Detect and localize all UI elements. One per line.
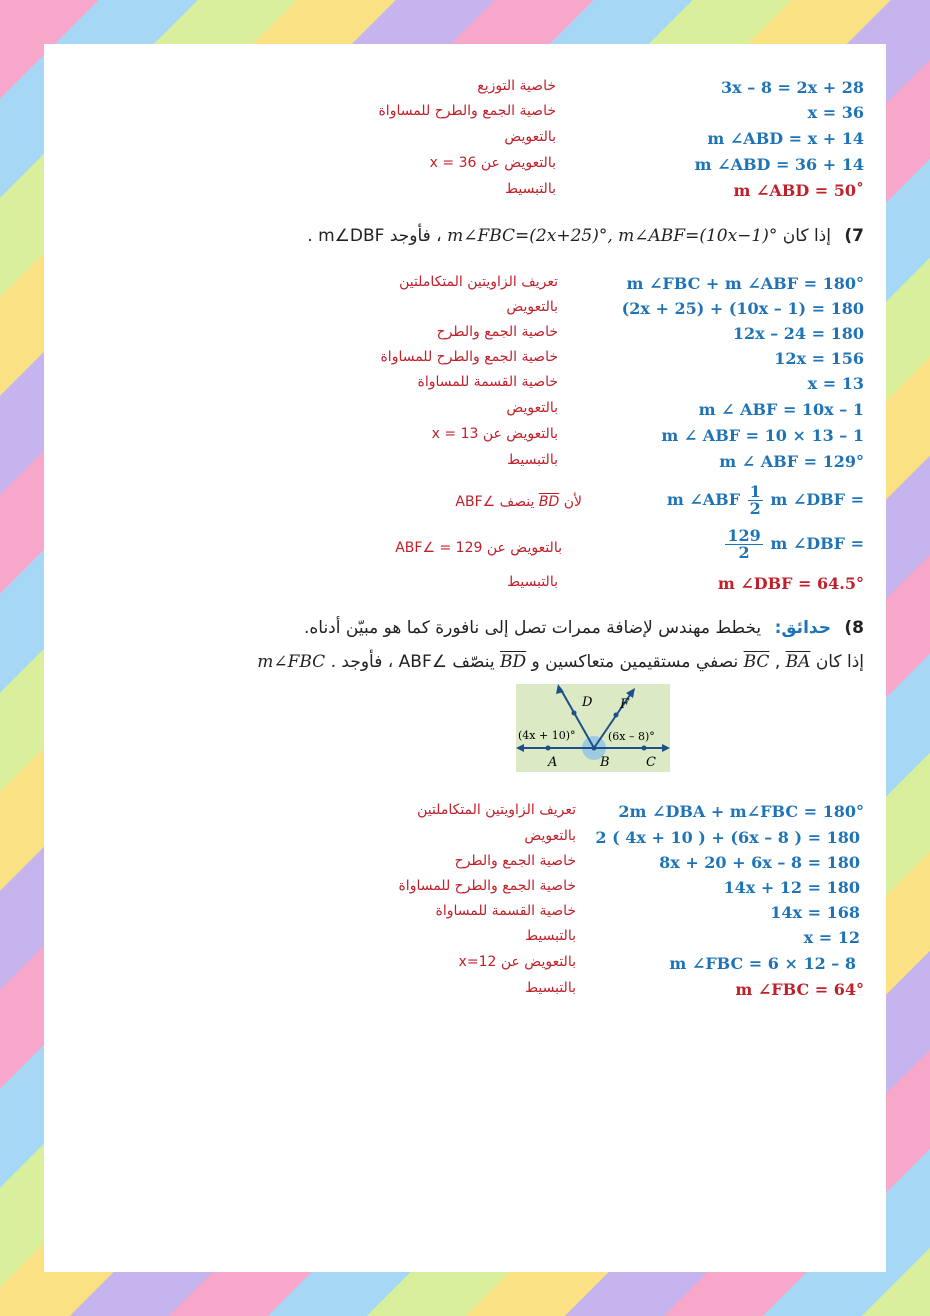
reason: خاصية الجمع والطرح للمساواة [378,103,556,119]
label-f: F [620,697,630,712]
step-row [44,324,886,348]
label-b: B [600,755,610,770]
reason: بالتعويض عن 129 = ∠ABF [395,540,562,556]
label-a: A [548,755,558,770]
ray-bd: BD [538,494,560,510]
question-8-line1 [304,618,864,638]
reason: تعريف الزاويتين المتكاملتين [399,274,558,290]
step-row [44,103,886,127]
point-a [546,746,551,751]
question-7 [307,226,864,246]
equation-result: m ∠DBF = 64.5° [717,574,864,593]
frac-num: 1 [749,482,761,501]
equation: x = 12 [803,928,860,947]
equation: m ∠ ABF = 10 × 13 – 1 [661,426,864,445]
equation: m ∠FBC = 6 × 12 – 8 [669,954,856,973]
equation: m ∠ ABF = 10x – 1 [698,400,864,419]
equation: 8x + 20 + 6x – 8 = 180 [659,853,860,872]
label-c: C [646,755,656,770]
reason: بالتبسيط [525,928,576,944]
step-row [44,274,886,298]
question-lead: إذا كان [782,226,831,246]
equation: m ∠ ABF = 129° [719,452,864,471]
q8-lead: إذا كان [815,652,864,672]
reason: بالتعويض [506,299,558,315]
point-f [614,713,619,718]
point-c [642,746,647,751]
fountain-diagram [516,684,670,772]
equation [667,484,864,517]
reason: بالتبسيط [505,181,556,197]
step-row [44,878,886,902]
step-row [44,954,886,978]
step-row [44,828,886,852]
step-row [44,928,886,952]
equation: 12x = 156 [774,349,864,368]
reason: بالتعويض [504,129,556,145]
step-row [44,853,886,877]
step-row [44,155,886,179]
step-row [44,299,886,323]
reason-angle: ∠ABF [455,494,496,510]
question-tag: حدائق: [774,618,831,638]
equation: 14x + 12 = 180 [723,878,860,897]
reason: بالتعويض عن x = 13 [431,426,558,442]
q8-mid2: ينصّف ∠ABF ، فأوجد [341,652,495,672]
step-row [44,400,886,424]
reason: بالتبسيط [507,452,558,468]
ray-bd: $\overline{BD}$ [500,652,527,672]
equation: m ∠ABD = 36 + 14 [694,155,864,174]
equation: 14x = 168 [770,903,860,922]
question-number: 7) [844,226,864,246]
q8-end: m∠FBC . [257,652,336,672]
equation: x = 36 [807,103,864,122]
step-row-substitution [44,528,886,572]
angle-left-label: (4x + 10)° [518,729,576,742]
label-d: D [582,695,593,710]
angle-right-label: (6x – 8)° [608,730,655,743]
reason [455,494,582,510]
frac-num: 129 [727,526,761,545]
step-row [44,78,886,102]
step-row [44,426,886,450]
equation: 2 ( 4x + 10 ) + (6x – 8 ) = 180 [595,828,860,847]
equation-result: m ∠FBC = 64° [735,980,864,999]
equation: m ∠FBC + m ∠ABF = 180° [626,274,864,293]
reason: بالتعويض عن x=12 [458,954,576,970]
step-row [44,181,886,205]
step-row-bisector [44,480,886,524]
step-row [44,574,886,598]
reason: خاصية القسمة للمساواة [435,903,576,919]
question-tail: ، فأوجد m∠DBF . [307,226,442,246]
ray-bc: $\overline{BC}$ [743,652,770,672]
step-row [44,903,886,927]
equation: 2m ∠DBA + m∠FBC = 180° [618,802,864,821]
frac-den: 2 [738,543,750,562]
point-b [592,746,597,751]
eq-right: m ∠DBF = [770,490,864,509]
reason-mid: ينصف [499,494,535,510]
equation: x = 13 [807,374,864,393]
step-row [44,349,886,373]
reason: خاصية التوزيع [477,78,556,94]
equation: (2x + 25) + (10x – 1) = 180 [621,299,864,318]
question-math: m∠FBC=(2x+25)°, m∠ABF=(10x−1)° [447,226,778,246]
reason: خاصية القسمة للمساواة [417,374,558,390]
reason: تعريف الزاويتين المتكاملتين [417,802,576,818]
question-8-line2: إذا كان $\overline{BC}$ , $\overline{BA}$ نصفي مستقيمين متعاكسين و $\overline{BD}$ ينصّف ∠ABF ، فأوجد m∠FBC . [257,652,864,672]
reason-prefix: لأن [563,494,582,510]
step-row [44,129,886,153]
equation: m ∠ABD = x + 14 [707,129,864,148]
reason: بالتعويض [506,400,558,416]
eq-right: m ∠DBF = [770,534,864,553]
fraction [725,528,762,561]
eq-left: m ∠ABF [666,490,741,509]
equation: 3x – 8 = 2x + 28 [721,78,864,97]
equation: 12x – 24 = 180 [732,324,864,343]
reason: خاصية الجمع والطرح للمساواة [380,349,558,365]
point-d [572,711,577,716]
q8-mid: نصفي مستقيمين متعاكسين و [531,652,739,672]
equation [723,528,864,561]
reason: بالتبسيط [525,980,576,996]
reason: بالتعويض عن x = 36 [429,155,556,171]
reason: بالتعويض [524,828,576,844]
ray-ba: $\overline{BA}$ [785,652,811,672]
reason: خاصية الجمع والطرح [436,324,558,340]
fraction [748,484,763,517]
reason: بالتبسيط [507,574,558,590]
frac-den: 2 [749,499,761,518]
step-row [44,980,886,1004]
question-number: 8) [844,618,864,638]
step-row [44,452,886,476]
page [44,44,886,1272]
reason: خاصية الجمع والطرح [454,853,576,869]
step-row [44,374,886,398]
question-text: يخطط مهندس لإضافة ممرات تصل إلى نافورة كما هو مبيّن أدناه. [303,618,762,638]
step-row [44,802,886,826]
reason: خاصية الجمع والطرح للمساواة [398,878,576,894]
equation-result: m ∠ABD = 50˚ [733,181,864,200]
